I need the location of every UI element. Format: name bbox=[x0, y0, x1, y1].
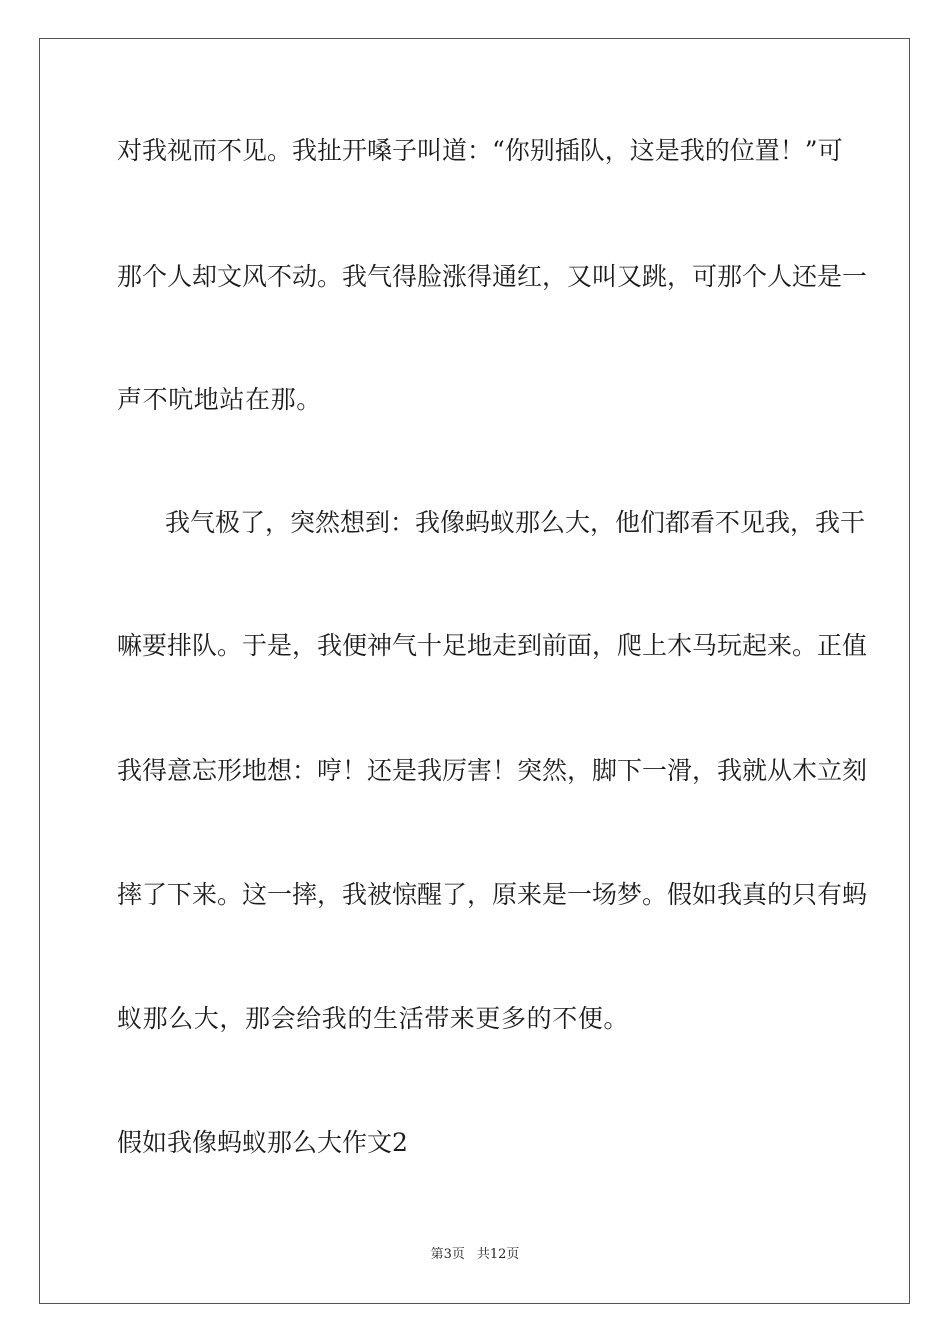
paragraph-line: 摔了下来。这一摔，我被惊醒了，原来是一场梦。假如我真的只有蚂 bbox=[117, 880, 868, 909]
page-total: 共12页 bbox=[476, 1247, 520, 1262]
paragraph-line: 我气极了，突然想到：我像蚂蚁那么大，他们都看不见我，我干 bbox=[165, 508, 866, 537]
paragraph-line: 那个人却文风不动。我气得脸涨得通红，又叫又跳，可那个人还是一 bbox=[117, 262, 868, 291]
section-heading: 假如我像蚂蚁那么大作文2 bbox=[117, 1128, 408, 1157]
paragraph-line: 声不吭地站在那。 bbox=[117, 385, 322, 414]
page-border bbox=[39, 38, 910, 1304]
paragraph-line: 对我视而不见。我扯开嗓子叫道：“你别插队，这是我的位置！”可 bbox=[117, 136, 843, 165]
paragraph-line: 嘛要排队。于是，我便神气十足地走到前面，爬上木马玩起来。正值 bbox=[117, 631, 868, 660]
paragraph-line: 我得意忘形地想：哼！还是我厉害！突然，脚下一滑，我就从木立刻 bbox=[117, 756, 868, 785]
page-number: 第3页 bbox=[430, 1247, 465, 1262]
page-footer bbox=[0, 1247, 950, 1263]
paragraph-line: 蚁那么大，那会给我的生活带来更多的不便。 bbox=[117, 1004, 630, 1033]
